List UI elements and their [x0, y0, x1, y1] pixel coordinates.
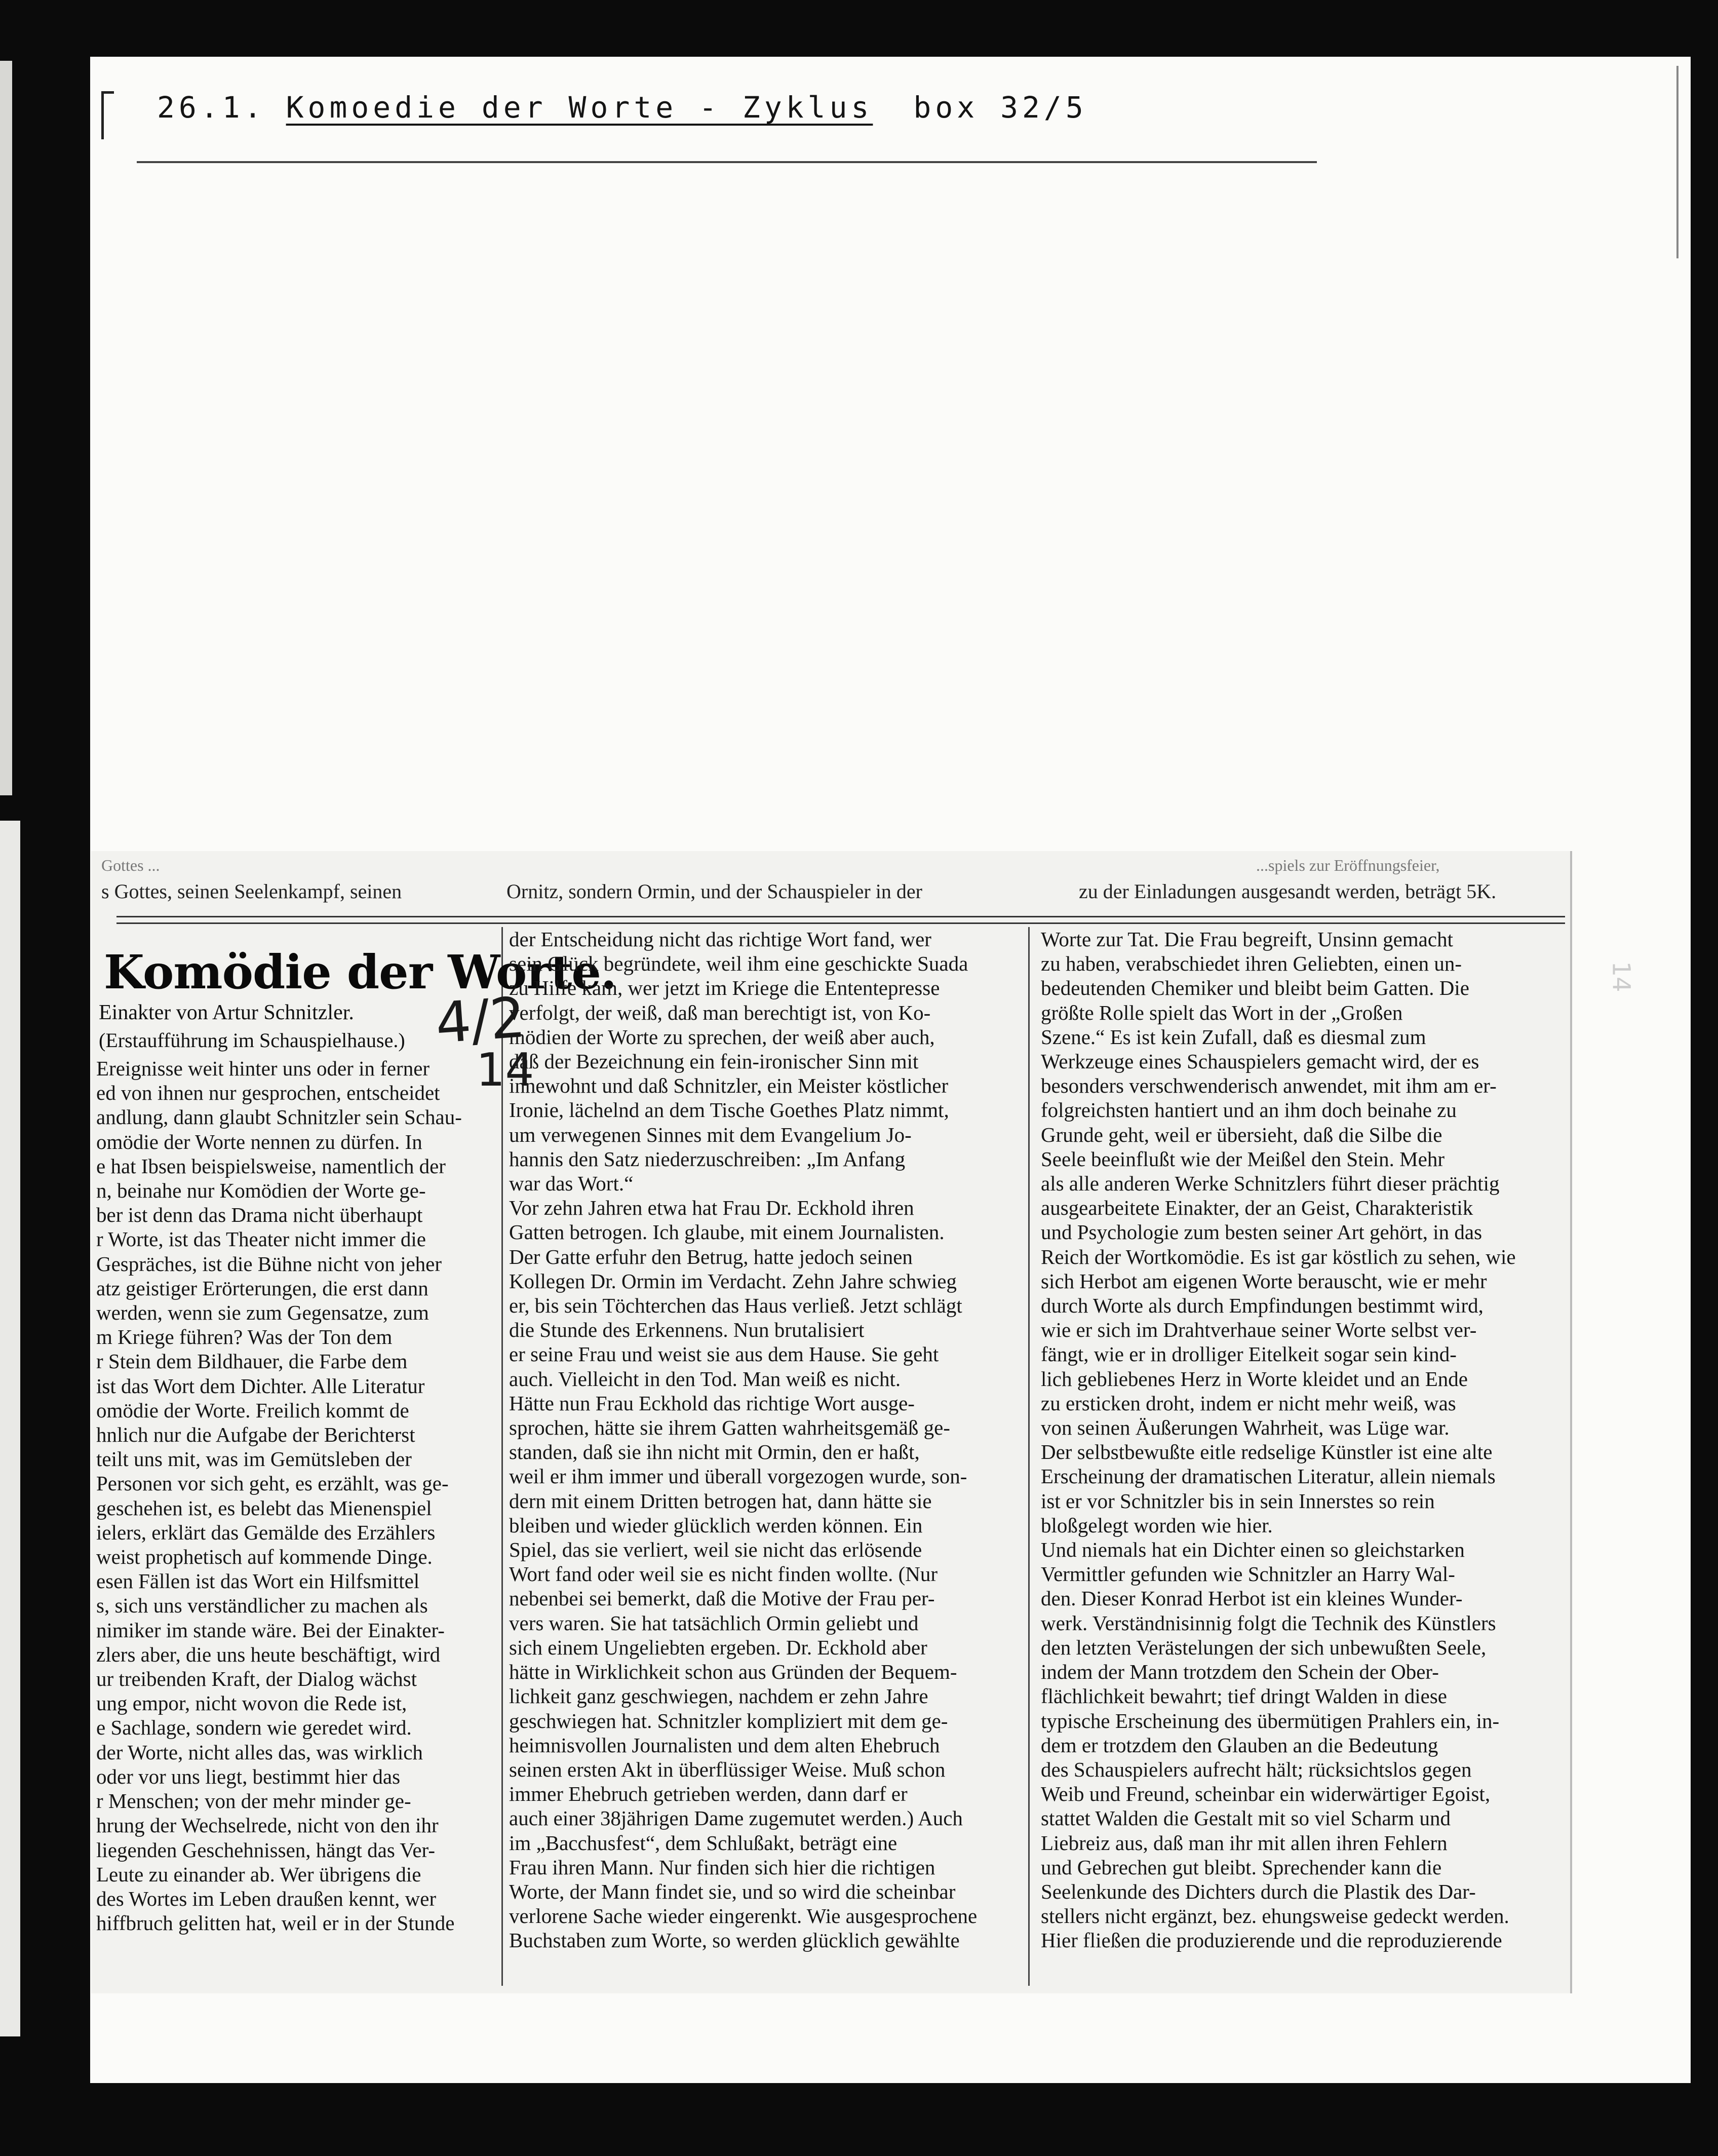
- header-rule: [137, 161, 1317, 163]
- article-line: er seine Frau und weist sie aus dem Hause. Sie geht: [509, 1342, 939, 1366]
- folder-corner-mark: [101, 91, 114, 139]
- strip-top-left: Gottes ...: [101, 856, 160, 874]
- article-line: Grunde geht, weil er übersieht, daß die Silbe die: [1041, 1123, 1442, 1146]
- article-line: nebenbei sei bemerkt, daß die Motive der Frau per-: [509, 1587, 935, 1610]
- article-line: auch einer 38jährigen Dame zugemutet werden.) Auch: [509, 1806, 963, 1830]
- article-line: bloßgelegt worden wie hier.: [1041, 1513, 1273, 1537]
- strip-segment-1: s Gottes, seinen Seelenkampf, seinen: [101, 880, 402, 903]
- article-line: nimiker im stande wäre. Bei der Einakter-: [96, 1618, 445, 1642]
- article-line: Ereignisse weit hinter uns oder in ferner: [96, 1057, 430, 1080]
- article-line: er, bis sein Töchterchen das Haus verließ. Jetzt schlägt: [509, 1294, 962, 1318]
- article-line: Erscheinung der dramatischen Literatur, allein niemals: [1041, 1465, 1496, 1488]
- article-line: geschwiegen hat. Schnitzler kompliziert mit dem ge-: [509, 1709, 948, 1732]
- article-line: Seele beeinflußt wie der Meißel den Stein. Mehr: [1041, 1147, 1444, 1171]
- article-line: durch Worte als durch Empfindungen bestimmt wird,: [1041, 1294, 1483, 1318]
- article-line: Vermittler gefunden wie Schnitzler an Harry Wal-: [1041, 1562, 1455, 1586]
- article-line: ur treibenden Kraft, der Dialog wächst: [96, 1667, 417, 1691]
- article-line: zu haben, verabschiedet ihren Geliebten, einen un-: [1041, 952, 1462, 976]
- article-line: die Stunde des Erkennens. Nun brutalisiert: [509, 1318, 865, 1342]
- article-line: lich gebliebenes Herz in Worte kleidet und an Ende: [1041, 1367, 1468, 1391]
- article-line: sich Herbot am eigenen Worte berauscht, wie er mehr: [1041, 1269, 1487, 1293]
- article-line: omödie der Worte nennen zu dürfen. In: [96, 1130, 422, 1153]
- article-line: r Worte, ist das Theater nicht immer die: [96, 1227, 426, 1251]
- article-line: Der Gatte erfuhr den Betrug, hatte jedoch seinen: [509, 1245, 913, 1268]
- article-line: teilt uns mit, was im Gemütsleben der: [96, 1447, 412, 1471]
- article-line: hiffbruch gelitten hat, weil er in der Stunde: [96, 1911, 455, 1935]
- article-line: dern mit einem Dritten betrogen hat, dann hätte sie: [509, 1489, 932, 1513]
- article-line: liegenden Geschehnissen, hängt das Ver-: [96, 1838, 436, 1862]
- article-line: atz geistiger Erörterungen, die erst dann: [96, 1276, 428, 1300]
- article-line: wie er sich im Drahtverhaue seiner Worte selbst ver-: [1041, 1318, 1477, 1342]
- article-column-2: [509, 927, 1018, 1986]
- adjacent-sheet-edge: [0, 821, 20, 2036]
- strip-top-row: [101, 856, 1440, 875]
- article-line: Werkzeuge eines Schauspielers gemacht wird, der es: [1041, 1050, 1479, 1073]
- article-line: ung empor, nicht wovon die Rede ist,: [96, 1691, 407, 1715]
- margin-pencil-note: 14: [1607, 961, 1635, 992]
- article-line: Weib und Freund, scheinbar ein widerwärtiger Egoist,: [1041, 1782, 1491, 1806]
- article-subtitle: Einakter von Artur Schnitzler.: [99, 1001, 354, 1024]
- article-line: hnlich nur die Aufgabe der Berichterst: [96, 1423, 415, 1447]
- article-line: m Kriege führen? Was der Ton dem: [96, 1325, 393, 1349]
- article-line: zu ersticken droht, indem er nicht mehr weiß, was: [1041, 1391, 1456, 1415]
- strip-segment-3: zu der Einladungen ausgesandt werden, beträgt 5K.: [1079, 880, 1497, 903]
- article-line: r Menschen; von der mehr minder ge-: [96, 1789, 411, 1813]
- article-line: immer Ehebruch getrieben werden, dann darf er: [509, 1782, 908, 1806]
- article-line: den letzten Verästelungen der sich unbewußten Seele,: [1041, 1635, 1487, 1659]
- article-line: vers waren. Sie hat tatsächlich Ormin geliebt und: [509, 1611, 919, 1635]
- article-line: Wort fand oder weil sie es nicht finden wollte. (Nur: [509, 1562, 938, 1586]
- article-line: Reich der Wortkomödie. Es ist gar köstlich zu sehen, wie: [1041, 1245, 1516, 1268]
- article-line: werk. Verständnisinnig folgt die Technik des Künstlers: [1041, 1611, 1496, 1635]
- handwritten-year: 14: [476, 1044, 534, 1097]
- article-line: flächlichkeit bewahrt; tief dringt Walden in diese: [1041, 1684, 1448, 1708]
- article-line: hätte in Wirklichkeit schon aus Gründen der Bequem-: [509, 1660, 957, 1684]
- article-line: verfolgt, der weiß, daß man berechtigt ist, von Ko-: [509, 1000, 931, 1024]
- header-box: box 32/5: [913, 90, 1087, 125]
- article-line: Buchstaben zum Worte, so werden glücklich gewählte: [509, 1929, 960, 1952]
- article-line: auch. Vielleicht in den Tod. Man weiß es nicht.: [509, 1367, 901, 1391]
- article-line: ielers, erklärt das Gemälde des Erzählers: [96, 1520, 436, 1544]
- article-line: sprochen, hätte sie ihrem Gatten wahrheitsgemäß ge-: [509, 1416, 950, 1440]
- article-line: ist das Wort dem Dichter. Alle Literatur: [96, 1374, 425, 1398]
- article-line: weist prophetisch auf kommende Dinge.: [96, 1545, 433, 1569]
- article-line: andlung, dann glaubt Schnitzler sein Schau-: [96, 1105, 462, 1129]
- article-line: Der selbstbewußte eitle redselige Künstler ist eine alte: [1041, 1440, 1493, 1464]
- article-line: um verwegenen Sinnes mit dem Evangelium Jo-: [509, 1123, 912, 1146]
- article-line: e hat Ibsen beispielsweise, namentlich der: [96, 1154, 446, 1178]
- article-line: Worte zur Tat. Die Frau begreift, Unsinn gemacht: [1041, 928, 1453, 951]
- article-top-rule: [116, 916, 1565, 924]
- article-line: seinen ersten Akt in überflüssiger Weise. Muß schon: [509, 1757, 946, 1781]
- article-line: esen Fällen ist das Wort ein Hilfsmittel: [96, 1569, 420, 1593]
- article-line: Hier fließen die produzierende und die reproduzierende: [1041, 1929, 1502, 1952]
- archive-header: [157, 90, 1087, 125]
- article-line: zu Hilfe kam, wer jetzt im Kriege die Ententepresse: [509, 976, 940, 1000]
- article-line: größte Rolle spielt das Wort in der „Großen: [1041, 1000, 1403, 1024]
- article-line: Ironie, lächelnd an dem Tische Goethes Platz nimmt,: [509, 1098, 949, 1122]
- article-line: Kollegen Dr. Ormin im Verdacht. Zehn Jahre schwieg: [509, 1269, 957, 1293]
- article-line: Spiel, das sie verliert, weil sie nicht das erlösende: [509, 1538, 922, 1562]
- article-line: des Schauspielers aufrecht hält; rücksichtslos gegen: [1041, 1757, 1472, 1781]
- article-line: stellers nicht ergänzt, bez. ehungsweise gedeckt werden.: [1041, 1904, 1509, 1928]
- article-line: bedeutenden Chemiker und bleibt beim Gatten. Die: [1041, 976, 1469, 1000]
- article-line: besonders verschwenderisch anwendet, mit ihm am er-: [1041, 1074, 1497, 1098]
- article-line: Und niemals hat ein Dichter einen so gleichstarken: [1041, 1538, 1465, 1562]
- article-line: Seelenkunde des Dichters durch die Plastik des Dar-: [1041, 1879, 1476, 1903]
- article-line: heimnisvollen Journalisten und dem alten Ehebruch: [509, 1733, 940, 1757]
- article-line: sich einem Ungeliebten ergeben. Dr. Eckhold aber: [509, 1635, 927, 1659]
- folder-right-edge: [1676, 66, 1678, 258]
- header-title: Komoedie der Worte - Zyklus: [286, 90, 873, 125]
- article-line: Gespräches, ist die Bühne nicht von jeher: [96, 1252, 442, 1276]
- article-line: lichkeit ganz geschwiegen, nachdem er zehn Jahre: [509, 1684, 928, 1708]
- article-line: Szene.“ Es ist kein Zufall, daß es diesmal zum: [1041, 1025, 1426, 1049]
- header-number: 26.1.: [157, 90, 266, 125]
- article-line: des Wortes im Leben draußen kennt, wer: [96, 1886, 437, 1910]
- article-line: als alle anderen Werke Schnitzlers führt dieser prächtig: [1041, 1172, 1500, 1196]
- article-line: weil er ihm immer und überall vorgezogen wurde, son-: [509, 1465, 967, 1488]
- article-line: e Sachlage, sondern wie geredet wird.: [96, 1716, 412, 1740]
- article-line: war das Wort.“: [509, 1172, 634, 1196]
- article-line: verlorene Sache wieder eingerenkt. Wie ausgesprochene: [509, 1904, 978, 1928]
- adjacent-sheet-edge-top: [0, 61, 12, 795]
- strip-segment-2: Ornitz, sondern Ormin, und der Schauspieler in der: [506, 880, 922, 903]
- article-line: folgreichsten hantiert und an ihm doch beinahe zu: [1041, 1098, 1457, 1122]
- article-line: der Entscheidung nicht das richtige Wort fand, wer: [509, 928, 931, 951]
- article-line: Frau ihren Mann. Nur finden sich hier die richtigen: [509, 1855, 935, 1879]
- article-line: Personen vor sich geht, es erzählt, was ge-: [96, 1472, 449, 1495]
- article-line: Hätte nun Frau Eckhold das richtige Wort ausge-: [509, 1391, 915, 1415]
- article-line: Vor zehn Jahren etwa hat Frau Dr. Eckhold ihren: [509, 1196, 914, 1220]
- article-line: und Psychologie zum besten seiner Art gehört, in das: [1041, 1220, 1482, 1244]
- article-line: ed von ihnen nur gesprochen, entscheidet: [96, 1081, 440, 1105]
- article-line: indem der Mann trotzdem den Schein der Ober-: [1041, 1660, 1439, 1684]
- article-line: r Stein dem Bildhauer, die Farbe dem: [96, 1350, 408, 1373]
- article-line: von seinen Äußerungen Wahrheit, was Lüge war.: [1041, 1416, 1450, 1440]
- article-title: Komödie der Worte.: [104, 945, 616, 999]
- article-line: der Worte, nicht alles das, was wirklich: [96, 1740, 423, 1764]
- article-line: mödien der Worte zu sprechen, der weiß aber auch,: [509, 1025, 935, 1049]
- article-line: werden, wenn sie zum Gegensatze, zum: [96, 1301, 429, 1325]
- article-line: typische Erscheinung des übermütigen Prahlers ein, in-: [1041, 1709, 1500, 1732]
- article-line: im „Bacchusfest“, dem Schlußakt, beträgt eine: [509, 1831, 897, 1855]
- article-line: omödie der Worte. Freilich kommt de: [96, 1398, 409, 1422]
- article-line: Leute zu einander ab. Wer übrigens die: [96, 1862, 421, 1886]
- article-line: hrung der Wechselrede, nicht von den ihr: [96, 1814, 439, 1837]
- article-subtitle-premiere: (Erstaufführung im Schauspielhause.): [99, 1029, 405, 1052]
- article-column-1: [96, 1056, 491, 1983]
- article-line: daß der Bezeichnung ein fein-ironischer Sinn mit: [509, 1050, 919, 1073]
- article-line: sein Glück begründete, weil ihm eine geschickte Suada: [509, 952, 968, 976]
- article-line: n, beinahe nur Komödien der Worte ge-: [96, 1179, 426, 1203]
- article-line: und Gebrechen gut bleibt. Sprechender kann die: [1041, 1855, 1442, 1879]
- article-line: ber ist denn das Drama nicht überhaupt: [96, 1203, 423, 1227]
- strip-top-right: ...spiels zur Eröffnungsfeier,: [1256, 856, 1440, 874]
- article-line: s, sich uns verständlicher zu machen als: [96, 1594, 428, 1618]
- article-line: stattet Walden die Gestalt mit so viel Scharm und: [1041, 1806, 1451, 1830]
- article-line: Liebreiz aus, daß man ihr mit allen ihren Fehlern: [1041, 1831, 1448, 1855]
- article-line: bleiben und wieder glücklich werden können. Ein: [509, 1513, 923, 1537]
- article-line: oder vor uns liegt, bestimmt hier das: [96, 1764, 401, 1788]
- column-divider-2: [1028, 927, 1030, 1986]
- article-line: Gatten betrogen. Ich glaube, mit einem Journalisten.: [509, 1220, 945, 1244]
- article-line: ist er vor Schnitzler bis in sein Innerstes so rein: [1041, 1489, 1435, 1513]
- article-line: zlers aber, die uns heute beschäftigt, wird: [96, 1642, 441, 1666]
- article-line: ausgearbeitete Einakter, der an Geist, Charakteristik: [1041, 1196, 1473, 1220]
- article-line: dem er trotzdem den Glauben an die Bedeutung: [1041, 1733, 1438, 1757]
- article-column-3: [1041, 927, 1557, 1986]
- article-line: geschehen ist, es belebt das Mienenspiel: [96, 1496, 432, 1520]
- article-line: innewohnt und daß Schnitzler, ein Meister köstlicher: [509, 1074, 949, 1098]
- article-line: fängt, wie er in drolliger Eitelkeit sogar sein kind-: [1041, 1342, 1457, 1366]
- article-line: standen, daß sie ihn nicht mit Ormin, den er haßt,: [509, 1440, 920, 1464]
- article-line: hannis den Satz niederzuschreiben: „Im Anfang: [509, 1147, 906, 1171]
- handwritten-date: 4/2: [433, 984, 528, 1056]
- clipping-top-strip: [101, 856, 1570, 904]
- article-line: Worte, der Mann findet sie, und so wird die scheinbar: [509, 1879, 956, 1903]
- article-line: den. Dieser Konrad Herbot ist ein kleines Wunder-: [1041, 1587, 1463, 1610]
